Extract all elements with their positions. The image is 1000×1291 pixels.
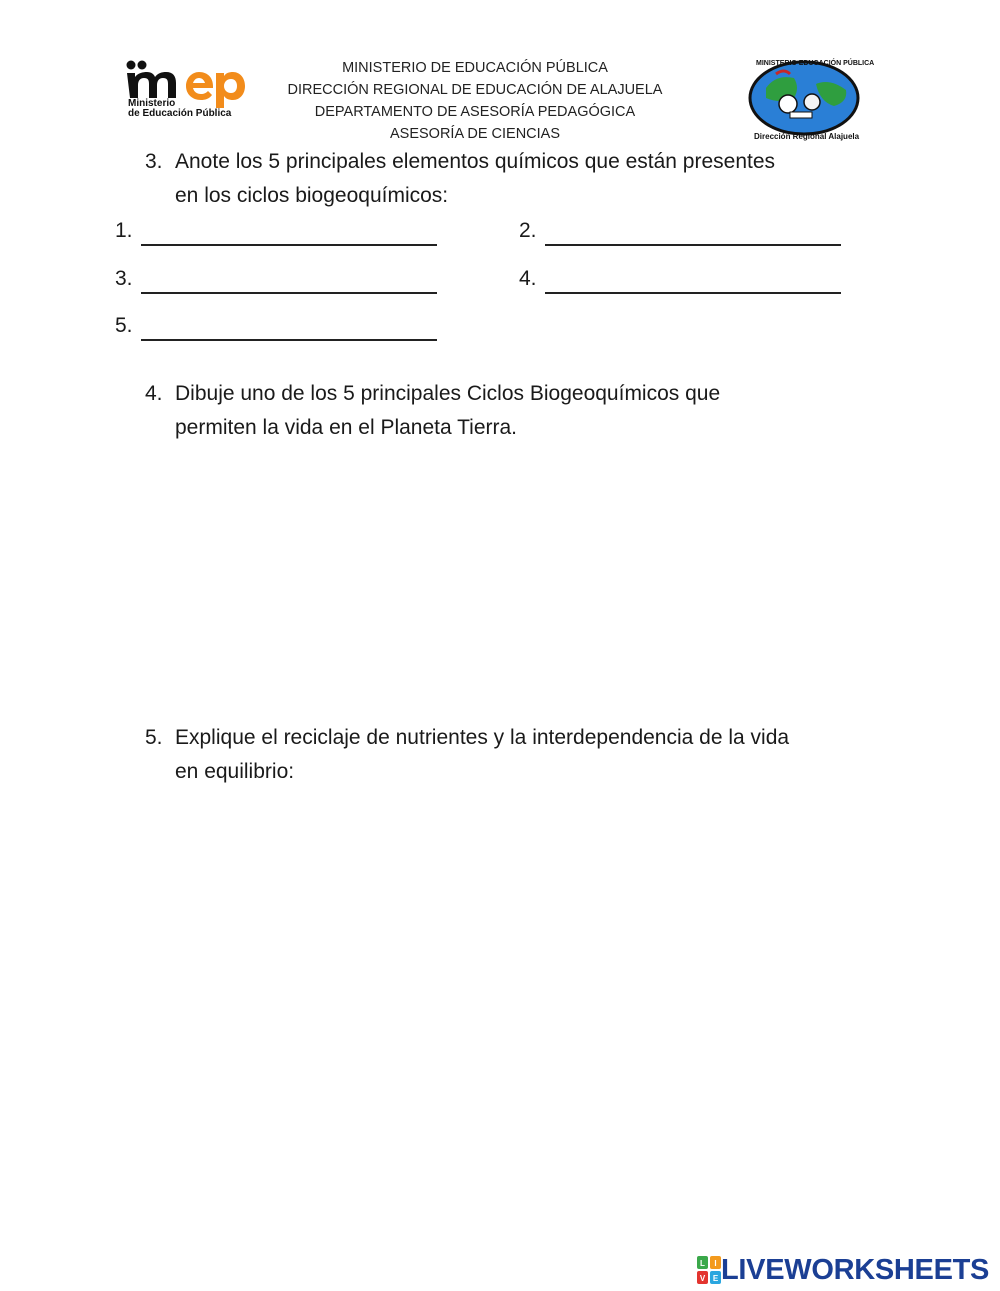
answer-3	[115, 264, 437, 294]
header-line-1: MINISTERIO DE EDUCACIÓN PÚBLICA	[342, 60, 608, 76]
answer-5-input[interactable]	[145, 311, 445, 341]
liveworksheets-wordmark: LIVEWORKSHEETS	[721, 1253, 990, 1286]
header-line-3: DEPARTAMENTO DE ASESORÍA PEDAGÓGICA	[314, 104, 636, 120]
answer-1-input[interactable]	[145, 216, 445, 246]
answer-5-label: 5.	[115, 314, 133, 337]
answer-2	[519, 216, 841, 246]
header-line-4: ASESORÍA DE CIENCIAS	[389, 126, 561, 142]
answer-3-input[interactable]	[145, 264, 445, 294]
mep-subtitle-2: de Educación Pública	[128, 108, 232, 119]
badge-letter-l: L	[700, 1259, 705, 1268]
liveworksheets-logo[interactable]	[697, 1254, 989, 1286]
question-3-line-2: en los ciclos biogeoquímicos:	[175, 184, 449, 207]
question-5-line-1: Explique el reciclaje de nutrientes y la interdependencia de la vida	[175, 726, 790, 749]
answer-1-label: 1.	[115, 219, 133, 242]
answer-5	[115, 311, 437, 341]
answer-2-label: 2.	[519, 219, 537, 242]
seal-top-text: MINISTERIO EDUCACIÓN PÚBLICA	[756, 60, 875, 67]
question-4-number: 4.	[145, 382, 163, 405]
question-5-line-2: en equilibrio:	[175, 760, 295, 783]
drawing-area[interactable]	[140, 455, 870, 705]
answer-2-input[interactable]	[549, 216, 849, 246]
badge-letter-i: I	[714, 1259, 717, 1268]
answer-4-label: 4.	[519, 267, 537, 290]
question-3-line-1: Anote los 5 principales elementos químicos que están presentes	[175, 150, 776, 173]
explanation-area[interactable]	[140, 800, 870, 1220]
answer-4	[519, 264, 841, 294]
answer-1	[115, 216, 437, 246]
answer-3-label: 3.	[115, 267, 133, 290]
liveworksheets-badge-icon	[697, 1256, 721, 1284]
badge-letter-v: V	[699, 1274, 706, 1283]
question-5-number: 5.	[145, 726, 163, 749]
mep-logo	[125, 60, 245, 122]
regional-seal	[746, 58, 875, 144]
mep-subtitle-1: Ministerio	[128, 98, 176, 109]
answer-4-input[interactable]	[549, 264, 849, 294]
badge-letter-e: E	[712, 1274, 719, 1283]
question-3-number: 3.	[145, 150, 163, 173]
question-4-line-2: permiten la vida en el Planeta Tierra.	[175, 416, 518, 439]
question-4-line-1: Dibuje uno de los 5 principales Ciclos Biogeoquímicos que	[175, 382, 721, 405]
header-line-2: DIRECCIÓN REGIONAL DE EDUCACIÓN DE ALAJUELA	[287, 82, 663, 98]
seal-bottom-text: Dirección Regional Alajuela	[754, 132, 860, 141]
